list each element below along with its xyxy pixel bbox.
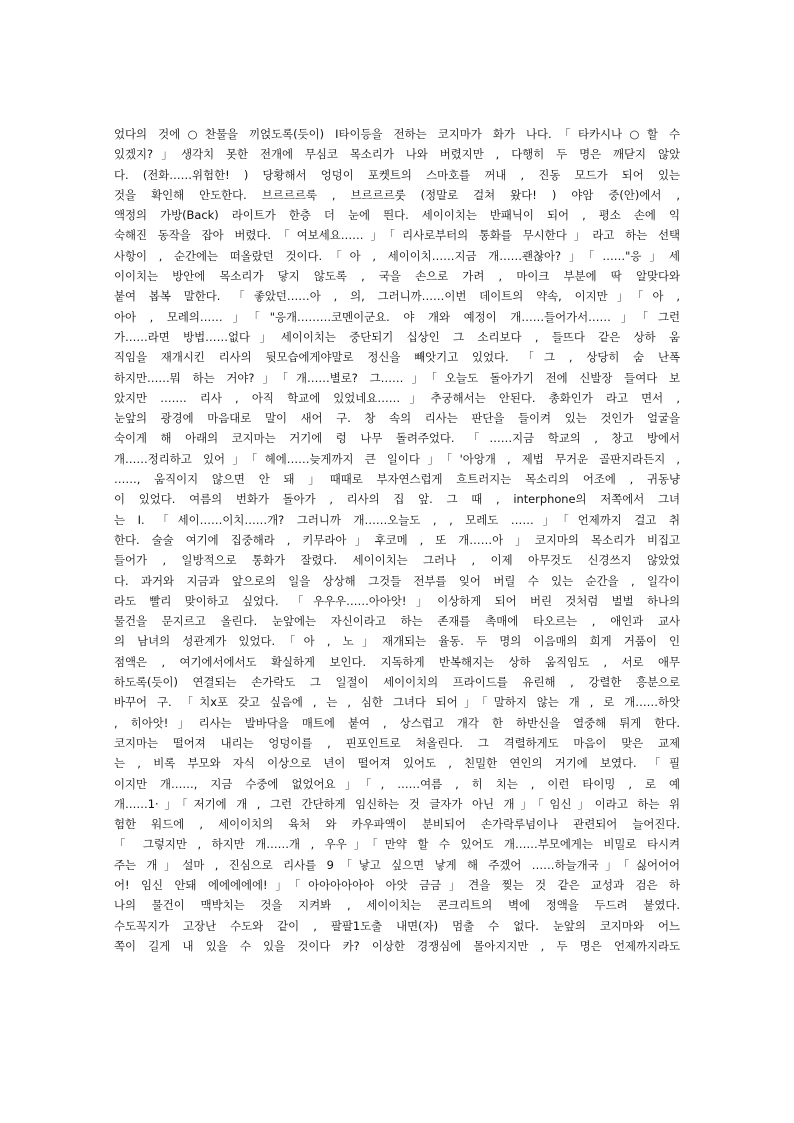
body-text (114, 124, 680, 956)
text-line: , 히아앗!」리사는 발바닥을 매트에 붙여 , 상스럽고 개각 한 하반신을 열중해 튀게 한다. (114, 715, 680, 730)
text-line: 가……라면 방법……없다」세이이치는 중단되기 십상인 그 소리보다 , 들뜨다 같은 상하 움 (114, 329, 680, 344)
text-line: 물건을 문지르고 올린다. 눈앞에는 자신이라고 하는 존재를 촉매에 타오르는 , 애인과 교사 (114, 614, 680, 629)
text-line: 직임을 재개시킨 리사의 뒷모습에게야말로 정신을 빼앗기고 있었다. 「그 , 상당히 숨 난폭 (114, 350, 680, 365)
text-line: 었다의 것에○찬물을 끼얹도록(듯이) I타이등을 전하는 코지마가 화가 나다.「타카시나○할 수 (114, 127, 680, 141)
text-line: 들어가 , 일방적으로 통화가 잘렸다. 세이이치는 그러나 , 이제 아무것도 신경쓰지 않았었 (114, 553, 680, 568)
text-line: 개……1·」「저기에 개 , 그런 간단하게 임신하는 것 글자가 아닌 개」「임신」이라고 하는 위 (114, 796, 680, 811)
text-line: 개……정리하고 있어」「헤에……늦게까지 큰 일이다」「'아앙개 , 제법 무거운 골판지라든지 , (114, 451, 680, 466)
text-line: 다. (전화……위험한! ) 당황해서 엉덩이 포켓트의 스마호를 꺼내 , 진동 모드가 되어 있는 (114, 167, 680, 182)
text-line: 하도록(듯이) 연결되는 손가락도 그 일절이 세이이치의 프라이드를 유린해 , 강렬한 흥분으로 (114, 675, 680, 690)
text-line: 점액은 , 여기에서에서도 확실하게 보인다. 지독하게 반복해지는 상하 움직임도 , 서로 애무 (114, 654, 680, 669)
text-line: 있겠지?」생각치 못한 전개에 무심코 목소리가 나와 버렸지만 , 다행히 두 명은 깨닫지 않았 (114, 147, 680, 162)
text-line: 어! 임신 안돼 에에에에에!」「아아아아아아 아앗 금금」견을 찢는 것 같은 교성과 검은 하 (114, 877, 680, 892)
text-line: 숙해진 동작을 잡아 버렸다.「여보세요……」「리사로부터의 통화를 무시한다」라고 하는 선택 (114, 228, 680, 243)
text-line: 「 그렇지만 , 하지만 개……개 , 우우」「만약 할 수 있어도 개……부모에게는 비밀로 타시켜 (114, 837, 680, 852)
text-line: 이지만 개……, 지금 수중에 없었어요」「, ……여름 , 히 치는 , 이런 타이밍 , 로 예 (114, 776, 680, 791)
text-line: 다. 과거와 지금과 앞으로의 일을 상상해 그것들 전부를 잊어 버릴 수 있는 순간을 , 일각이 (114, 573, 680, 588)
text-line: 의 남녀의 성관계가 있었다.「아 , 노」재개되는 율동. 두 명의 이음매의 희게 거품이 인 (114, 634, 680, 649)
text-line: 는 I. 「세이……이치……개? 그러니까 개……오늘도 , , 모레도 ……」「언제까지 걸고 취 (114, 512, 680, 527)
text-line: 주는 개」설마 , 진심으로 리사를 9「낳고 싶으면 낳게 해 주겠어 ……하늘개국」「싫어어어 (114, 857, 680, 872)
text-line: 는 , 비록 부모와 자식 이상으로 년이 떨어져 있어도 , 친밀한 연인의 거기에 보였다. 「필 (114, 756, 680, 771)
text-line: 쪽이 길게 내 있을 수 있을 것이다 카? 이상한 경쟁심에 몰아지지만 , 두 명은 언제까지라도 (114, 938, 680, 953)
text-line: 나의 물건이 맥박치는 것을 지켜봐 , 세이이치는 콘크리트의 벽에 정액을 두드려 붙였다. (114, 898, 680, 913)
text-line: 사항이 , 순간에는 떠올랐던 것이다.「아 , 세이이치……지금 개……괜찮아?」「……"응」세 (114, 248, 680, 263)
text-line: 눈앞의 광경에 마음대로 말이 새어 구. 창 속의 리사는 판단을 들이켜 있는 것인가 얼굴을 (114, 411, 680, 426)
text-line: ……, 움직이지 않으면 안 돼 」때때로 부자연스럽게 흐트러지는 목소리의 어조에 , 귀동냥 (114, 472, 680, 487)
text-line: 액정의 가방(Back) 라이트가 한층 더 눈에 띈다. 세이이치는 반패닉이 되어 , 평소 손에 익 (114, 208, 680, 223)
text-line: 하지만……뭐 하는 거야?」「개……별로? 그……」「오늘도 돌아가기 전에 신발장 들여다 보 (114, 370, 680, 385)
text-line: 수도꼭지가 고장난 수도와 같이 , 팔팔1도출 내면(자) 멈출 수 없다. 눈앞의 코지마와 어느 (114, 918, 680, 933)
text-line: 숙이게 해 아래의 코지마는 거기에 렁 나무 돌려주었다. 「……지금 학교의 , 창고 방에서 (114, 431, 680, 446)
text-line: 코지마는 떨어져 내리는 엉덩이를 , 핀포인트로 쳐올린다. 그 격렬하게도 마음이 맞은 교제 (114, 735, 680, 750)
text-line: 붙여 봅복 말한다. 「좋았던……아 , 의, 그러니까……이번 데이트의 약속, 이지만」「아 , (114, 289, 680, 304)
text-line: 것을 확인해 안도한다. 브르르르룩 , 브르르르룻 (정말로 걸쳐 왔다! ) 야암 중(안)에서 , (114, 187, 680, 202)
text-line: 았지만 ……. 리사 , 아직 학교에 있었네요……」추궁해서는 안된다. 총화인가 라고 면서 , (114, 390, 680, 405)
text-line: 이 있었다. 여름의 번화가 돌아가 , 리사의 집 앞. 그 때 , interphone의 저쪽에서 그녀 (114, 492, 680, 507)
text-line: 바꾸어 구. 「치x포 갖고 싶음에 , 는 , 심한 그녀다 되어」「말하지 않는 개 , 로 개……하앗 (114, 695, 680, 710)
text-line: 한다. 술술 여기에 집중해라 , 키무라아」후코메 , 또 개……아 」코지마의 목소리가 비집고 (114, 532, 680, 547)
text-line: 험한 워드에 , 세이이치의 육처 와 카우파액이 분비되어 손가락루넘이나 관련되어 늘어진다. (114, 817, 680, 832)
text-line: 라도 빨리 맞이하고 싶었다. 「우우우……아아앗!」이상하게 되어 버린 것처럼 벌벌 하나의 (114, 593, 680, 608)
text-line: 이이치는 방안에 목소리가 닿지 않도록 , 국을 손으로 가려 , 마이크 부분에 딱 알맞다와 (114, 269, 680, 284)
text-line: 아아 , 모레의……」「"응개………코멘이군요. 야 개와 예정이 개……들어가서……」「그런 (114, 309, 680, 324)
